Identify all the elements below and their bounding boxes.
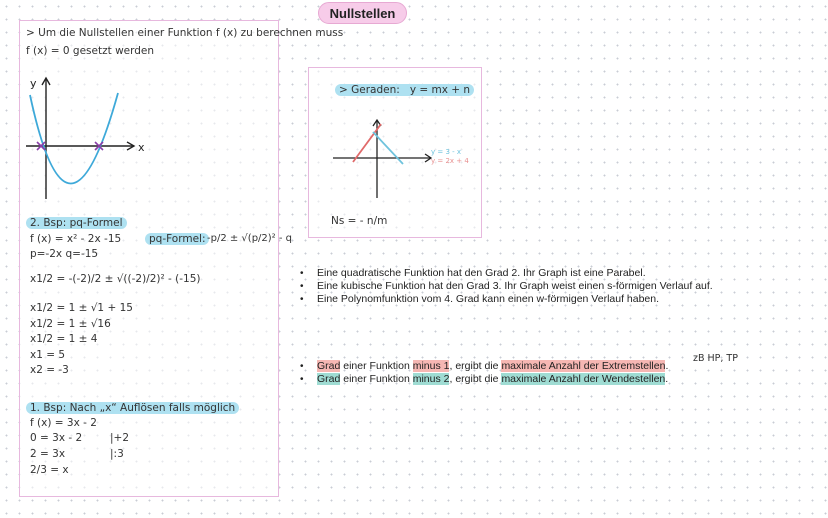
zero-formula: Ns = - n/m	[331, 215, 388, 227]
lines-note-box	[308, 67, 482, 238]
lines-graph	[327, 106, 477, 202]
pq-formula-label: pq-Formel:	[145, 233, 209, 245]
legend-red: y = 2x + 4	[431, 157, 469, 165]
solution-line: x1/2 = -(-2)/2 ± √((-2)/2)² - (-15)	[30, 273, 201, 285]
bullet-item-wendestellen: • Grad einer Funktion minus 2, ergibt die maximale Anzahl der Wendestellen.	[300, 373, 668, 386]
example-1-line: 0 = 3x - 2	[30, 432, 83, 444]
example-1-heading: 1. Bsp: Nach „x“ Auflösen falls möglich	[26, 402, 239, 414]
bullet-item: • Eine quadratische Funktion hat den Grad 2. Ihr Graph ist eine Parabel.	[300, 267, 713, 280]
example-2-heading: 2. Bsp: pq-Formel	[26, 217, 127, 229]
example-1-line: 2 = 3x	[30, 448, 66, 460]
parabola-curve	[30, 93, 118, 184]
degree-bullet-list	[300, 267, 713, 306]
solution-line: x2 = -3	[30, 364, 69, 376]
bullet-item: • Eine kubische Funktion hat den Grad 3. Ihr Graph weist einen s-förmigen Verlauf auf.	[300, 280, 713, 293]
left-note-box	[19, 20, 344, 497]
solution-line: x1/2 = 1 ± 4	[30, 333, 98, 345]
solution-line: x1/2 = 1 ± √16	[30, 318, 111, 330]
example-1-operation: |+2	[110, 432, 130, 444]
pq-formula: -p/2 ± √(p/2)² - q	[207, 233, 292, 244]
example-1-line: f (x) = 3x - 2	[30, 417, 97, 429]
bullet-item-extremstellen: • Grad einer Funktion minus 1, ergibt die maximale Anzahl der Extremstellen.	[300, 360, 668, 373]
page-title: Nullstellen	[318, 2, 407, 24]
lines-heading: > Geraden: y = mx + n	[335, 84, 474, 96]
intro-line-1: > Um die Nullstellen einer Funktion f (x) zu berechnen muss	[26, 27, 344, 39]
example-1-line: 2/3 = x	[30, 464, 69, 476]
example-2-line: f (x) = x² - 2x -15	[30, 233, 122, 245]
legend-blue: y = 3 - x	[431, 148, 462, 156]
x-axis-label: x	[138, 141, 145, 154]
bullet-item: • Eine Polynomfunktion vom 4. Grad kann einen w-förmigen Verlauf haben.	[300, 293, 713, 306]
solution-line: x1/2 = 1 ± √1 + 15	[30, 302, 133, 314]
example-1-operation: |:3	[110, 448, 124, 460]
extrema-bullet-list	[300, 360, 668, 386]
example-2-line: p=-2x q=-15	[30, 248, 99, 260]
handwritten-note: zB HP, TP	[693, 353, 738, 364]
y-axis-label: y	[30, 77, 37, 90]
intro-line-2: f (x) = 0 gesetzt werden	[26, 45, 155, 57]
parabola-graph	[22, 73, 158, 203]
solution-line: x1 = 5	[30, 349, 66, 361]
